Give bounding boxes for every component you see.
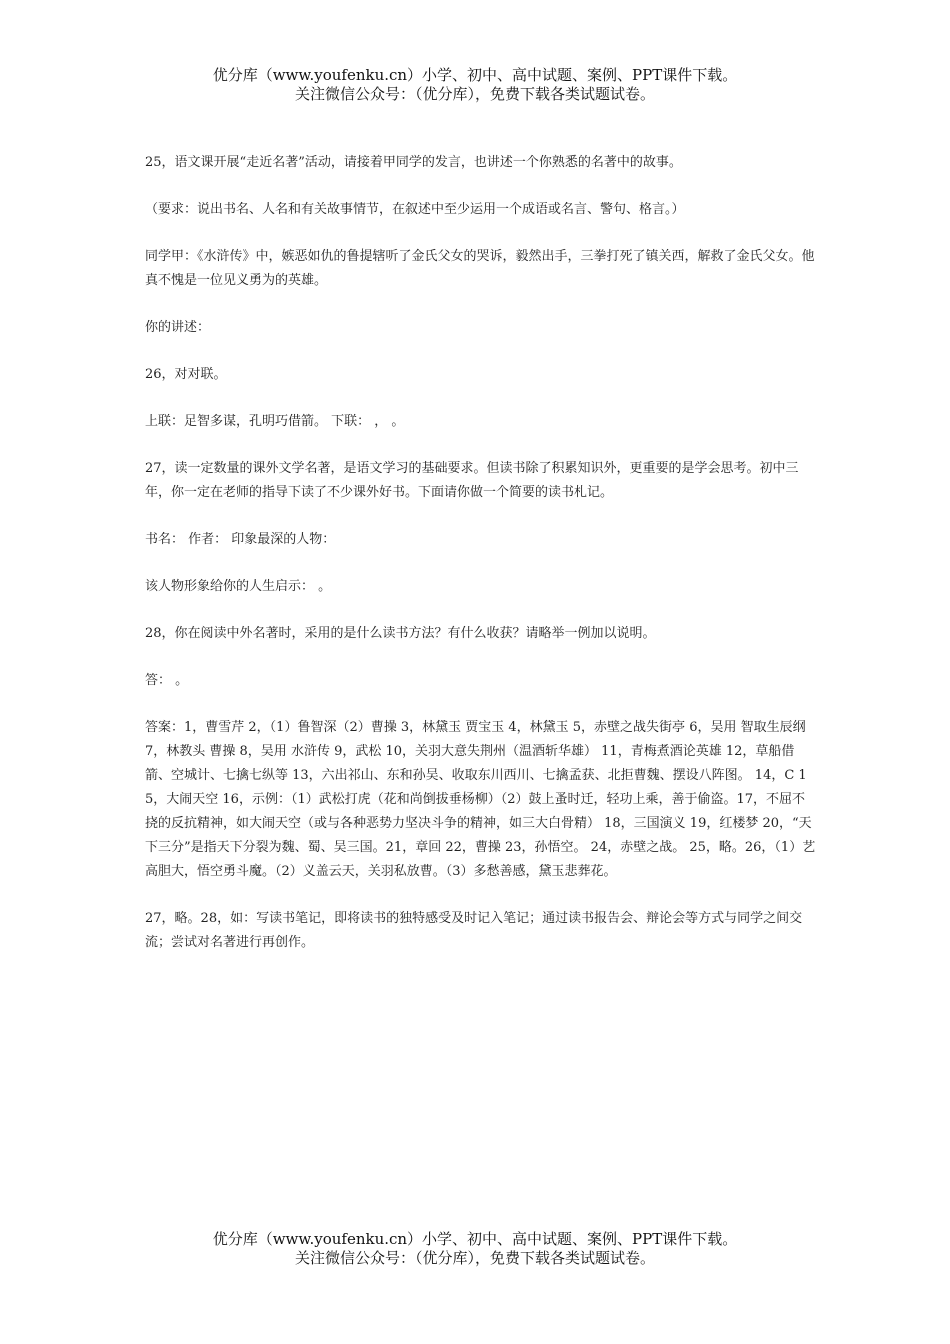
footer-line-site: 优分库（www.youfenku.cn）小学、初中、高中试题、案例、PPT课件下载。 xyxy=(212,1230,738,1248)
footer-line-wechat: 关注微信公众号：（优分库），免费下载各类试题试卷。 xyxy=(294,1249,655,1267)
q27-prompt: 27，读一定数量的课外文学名著，是语文学习的基础要求。但读书除了积累知识外，更重要的是学会思考。初中三年，你一定在老师的指导下读了不少课外好书。下面请你做一个简要的读书札记。 xyxy=(145,461,799,500)
header-line-wechat: 关注微信公众号：（优分库），免费下载各类试题试卷。 xyxy=(294,85,655,103)
q27-inspiration: 该人物形象给你的人生启示： 。 xyxy=(145,579,332,594)
page-header xyxy=(0,66,950,104)
document-body xyxy=(145,151,817,978)
q26-prompt: 26，对对联。 xyxy=(145,367,227,382)
q25-requirement: （要求：说出书名、人名和有关故事情节，在叙述中至少运用一个成语或名言、警句、格言。） xyxy=(145,202,685,217)
page-footer xyxy=(0,1230,950,1268)
q26-couplet: 上联：足智多谋，孔明巧借箭。 下联： ， 。 xyxy=(145,414,405,429)
q25-example: 同学甲：《水浒传》中，嫉恶如仇的鲁提辖听了金氏父女的哭诉，毅然出手，三拳打死了镇关西，解救了金氏父女。他真不愧是一位见义勇为的英雄。 xyxy=(145,249,815,288)
q27-fields: 书名： 作者： 印象最深的人物： xyxy=(145,532,336,547)
answer-key-part1: 答案：1，曹雪芹 2，（1）鲁智深（2）曹操 3，林黛玉 贾宝玉 4，林黛玉 5，赤壁之战失街亭 6，吴用 智取生辰纲 7，林教头 曹操 8，吴用 水浒传 9，武松 10，关羽大意失荆州（温酒斩华雄） 11，青梅煮酒论英雄 12，草船借箭、空城计、七擒七纵等 13，六出祁山、东和孙吴、收取东川西川、七擒孟获、北拒曹魏、摆设八阵图。 14，C 15，大闹天空 16，示例：（1）武松打虎（花和尚倒拔垂杨柳）（2）鼓上蚤时迁，轻功上乘，善于偷盗。17，不屈不挠的反抗精神，如大闹天空（或与各种恶势力坚决斗争的精神，如三大白骨精） 18，三国演义 19，红楼梦 20，“天下三分”是指天下分裂为魏、蜀、吴三国。21，章回 22，曹操 23，孙悟空。 24，赤壁之战。 25，略。26，（1）艺高胆大，悟空勇斗魔。（2）义盖云天，关羽私放曹。（3）多愁善感，黛玉悲葬花。 xyxy=(145,720,816,879)
q25-your-turn: 你的讲述： xyxy=(145,320,211,335)
q25-prompt: 25，语文课开展“走近名著”活动，请接着甲同学的发言，也讲述一个你熟悉的名著中的故事。 xyxy=(145,155,682,170)
header-line-site: 优分库（www.youfenku.cn）小学、初中、高中试题、案例、PPT课件下载。 xyxy=(212,66,738,84)
answer-key-part2: 27，略。28，如：写读书笔记，即将读书的独特感受及时记入笔记；通过读书报告会、辩论会等方式与同学之间交流；尝试对名著进行再创作。 xyxy=(145,911,803,950)
q28-prompt: 28，你在阅读中外名著时，采用的是什么读书方法？有什么收获？请略举一例加以说明。 xyxy=(145,626,656,641)
q28-answer-line: 答： 。 xyxy=(145,673,189,688)
